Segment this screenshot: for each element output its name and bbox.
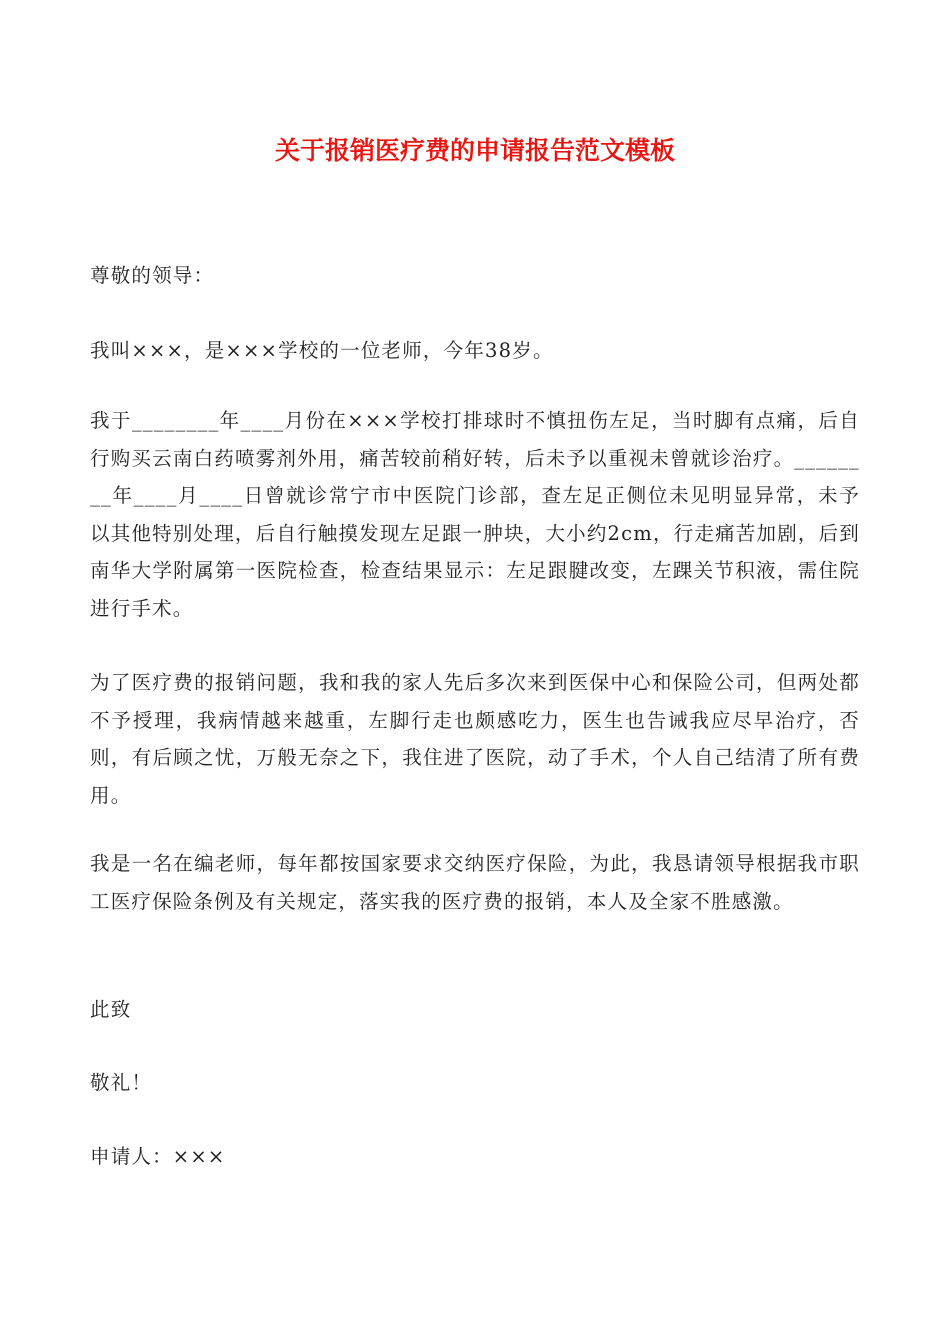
closing-line-1: 此致 [90, 998, 132, 1021]
paragraph-reimbursement: 为了医疗费的报销问题，我和我的家人先后多次来到医保中心和保险公司，但两处都不予授理，我病情越来越重，左脚行走也颇感吃力，医生也告诫我应尽早治疗，否则，有后顾之忧，万般无奈之下，我住进了医院，动了手术，个人自己结清了所有费用。 [90, 671, 860, 807]
salutation: 尊敬的领导： [90, 264, 215, 287]
paragraph-injury: 我于________年____月份在×××学校打排球时不慎扭伤左足，当时脚有点痛，后自行购买云南白药喷雾剂外用，痛苦较前稍好转，后未予以重视未曾就诊治疗。________年____月____日曾就诊常宁市中医院门诊部，查左足正侧位未见明显异常，未予以其他特别处理，后自行触摸发现左足跟一肿块，大小约2cm，行走痛苦加剧，后到南华大学附属第一医院检查，检查结果显示：左足跟腱改变，左踝关节积液，需住院进行手术。 [90, 409, 860, 620]
paragraph-request: 我是一名在编老师，每年都按国家要求交纳医疗保险，为此，我恳请领导根据我市职工医疗保险条例及有关规定，落实我的医疗费的报销，本人及全家不胜感激。 [90, 852, 860, 913]
document-title: 关于报销医疗费的申请报告范文模板 [274, 136, 675, 165]
signature-line: 申请人：××× [90, 1145, 226, 1168]
closing-line-2: 敬礼！ [90, 1071, 153, 1094]
paragraph-intro: 我叫×××，是×××学校的一位老师，今年38岁。 [90, 339, 554, 362]
